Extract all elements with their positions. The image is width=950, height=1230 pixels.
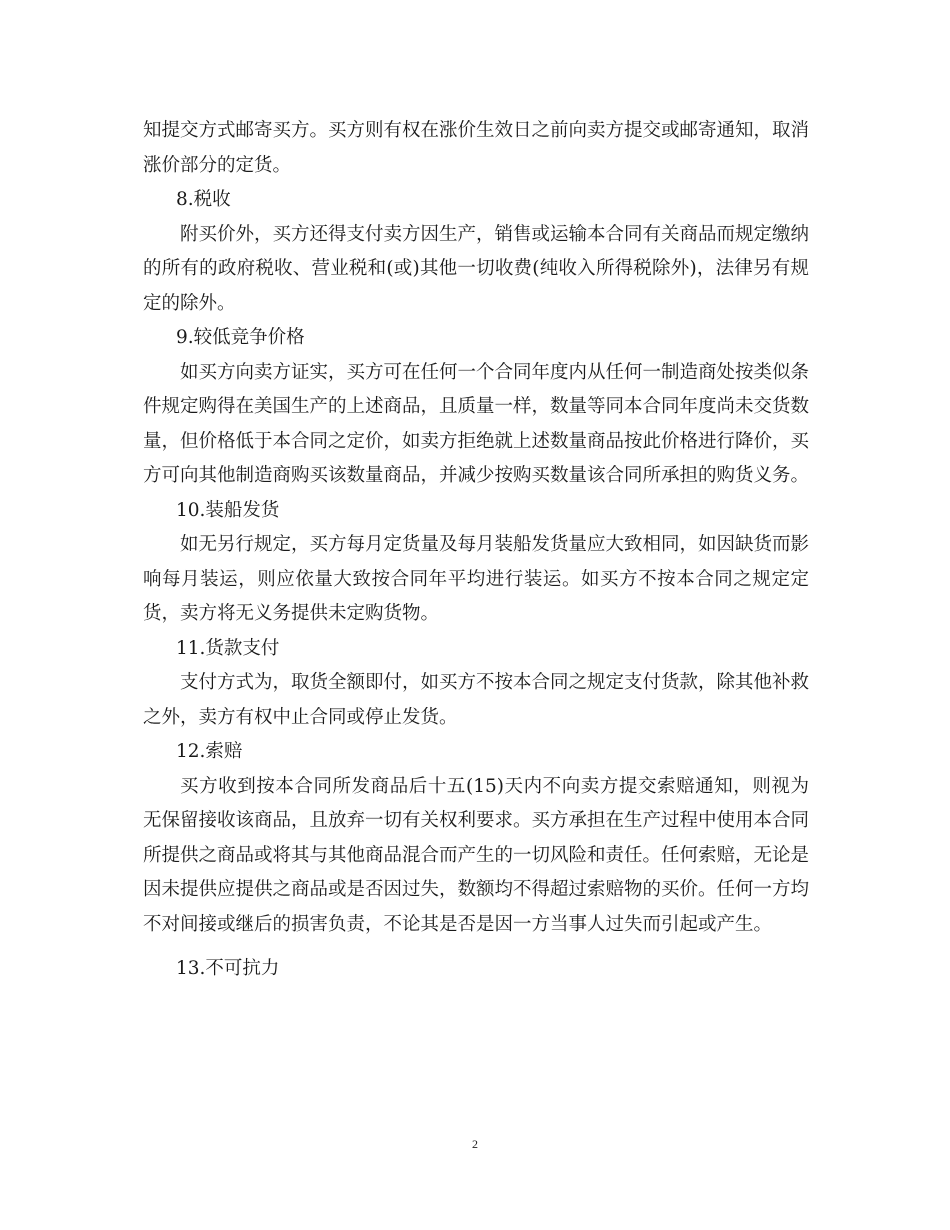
section-heading-force-majeure: 13.不可抗力 (176, 958, 280, 979)
section-heading-claims: 12.索赔 (176, 741, 243, 762)
page-number: 2 (472, 1137, 478, 1151)
paragraph-taxes: 附买价外，买方还得支付卖方因生产，销售或运输本合同有关商品而规定缴纳的所有的政府税收、营业税和(或)其他一切收费(纯收入所得税除外)，法律另有规定的除外。 (143, 223, 810, 314)
section-heading-payment: 11.货款支付 (176, 637, 280, 659)
section-heading-taxes: 8.税收 (176, 189, 231, 210)
section-heading-shipment: 10.装船发货 (176, 499, 280, 521)
paragraph-payment: 支付方式为，取货全额即付，如买方不按本合同之规定支付货款，除其他补救之外，卖方有权中止合同或停止发货。 (143, 672, 810, 728)
section-heading-competitive-price: 9.较低竞争价格 (176, 327, 305, 348)
paragraph-price-increase-cont: 知提交方式邮寄买方。买方则有权在涨价生效日之前向卖方提交或邮寄通知，取消涨价部分的定货。 (143, 120, 810, 176)
paragraph-claims: 买方收到按本合同所发商品后十五(15)天内不向卖方提交索赔通知，则视为无保留接收该商品，且放弃一切有关权利要求。买方承担在生产过程中使用本合同所提供之商品或将其与其他商品混合而产生的一切风险和责任。任何索赔，无论是因未提供应提供之商品或是否因过失，数额均不得超过索赔物的买价。任何一方均不对间接或继后的损害负责，不论其是否是因一方当事人过失而引起或产生。 (143, 775, 810, 935)
paragraph-competitive-price: 如买方向卖方证实，买方可在任何一个合同年度内从任何一制造商处按类似条件规定购得在美国生产的上述商品，且质量一样，数量等同本合同年度尚未交货数量，但价格低于本合同之定价，如卖方拒绝就上述数量商品按此价格进行降价，买方可向其他制造商购买该数量商品，并减少按购买数量该合同所承担的购货义务。 (143, 361, 810, 486)
paragraph-shipment: 如无另行规定，买方每月定货量及每月装船发货量应大致相同，如因缺货而影响每月装运，则应依量大致按合同年平均进行装运。如买方不按本合同之规定定货，卖方将无义务提供未定购货物。 (143, 534, 810, 624)
document-body (143, 114, 809, 987)
